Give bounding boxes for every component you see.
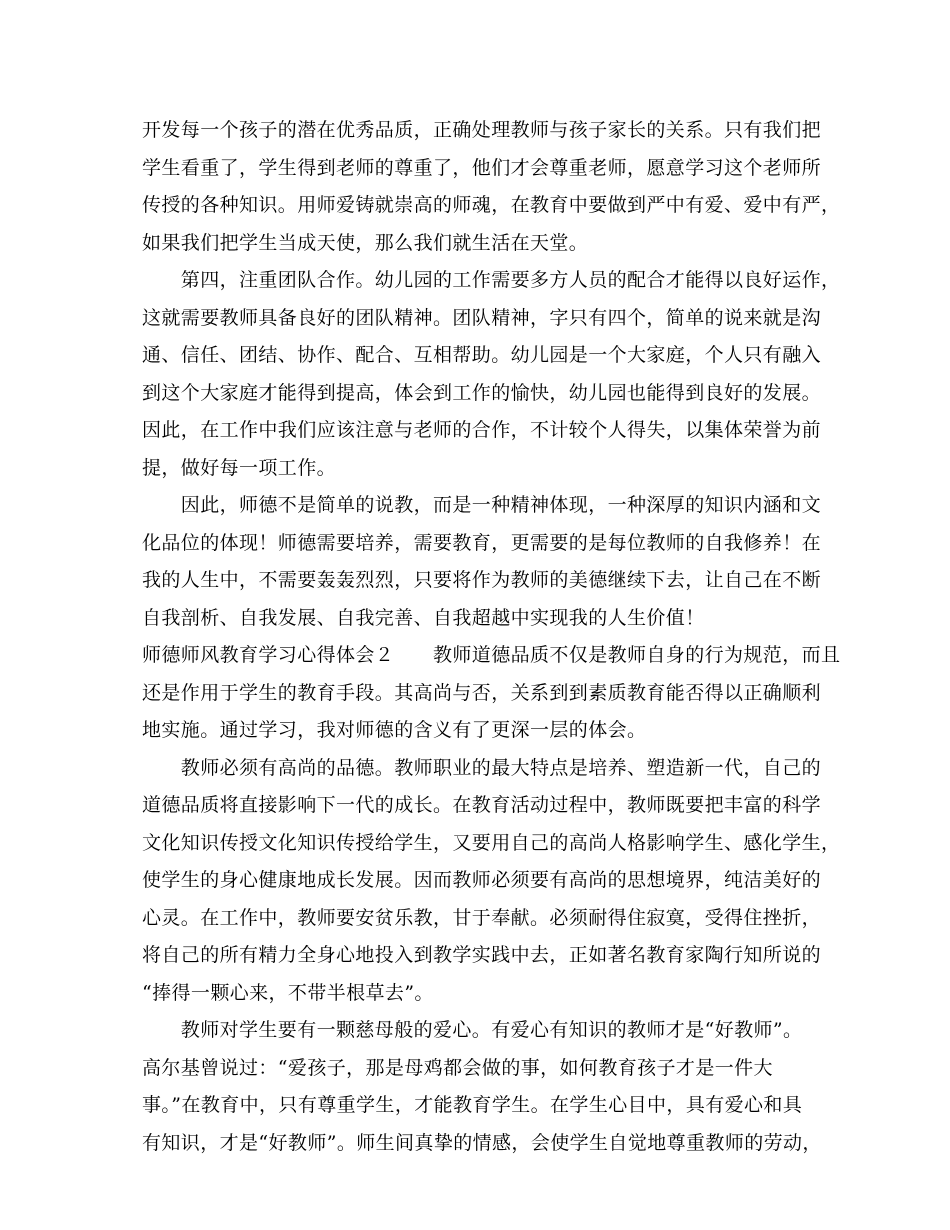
text-line: 通、信任、团结、协作、配合、互相帮助。幼儿园是一个大家庭，个人只有融入 (142, 344, 822, 366)
text-line: 还是作用于学生的教育手段。其高尚与否，关系到到素质教育能否得以正确顺利 (142, 682, 822, 704)
text-line: 使学生的身心健康地成长发展。因而教师必须要有高尚的思想境界，纯洁美好的 (142, 869, 822, 891)
text-line: 第四，注重团队合作。幼儿园的工作需要多方人员的配合才能得以良好运作， (142, 269, 841, 291)
text-line: “捧得一颗心来，不带半根草去”。 (142, 982, 434, 1004)
text-line: 有知识，才是“好教师”。师生间真挚的情感，会使学生自觉地尊重教师的劳动， (142, 1132, 822, 1154)
text-line: 教师对学生要有一颗慈母般的爱心。有爱心有知识的教师才是“好教师”。 (142, 1019, 803, 1041)
text-line: 自我剖析、自我发展、自我完善、自我超越中实现我的人生价值！ (142, 607, 705, 629)
text-line: 师德师风教育学习心得体会２ 教师道德品质不仅是教师自身的行为规范，而且 (142, 644, 841, 666)
text-line: 因此，师德不是简单的说教，而是一种精神体现，一种深厚的知识内涵和文 (142, 494, 822, 516)
text-line: 传授的各种知识。用师爱铸就崇高的师魂，在教育中要做到严中有爱、爱中有严， (142, 194, 841, 216)
text-line: 高尔基曾说过：“爱孩子，那是母鸡都会做的事，如何教育孩子才是一件大 (142, 1057, 773, 1079)
text-line: 我的人生中，不需要轰轰烈烈，只要将作为教师的美德继续下去，让自己在不断 (142, 569, 822, 591)
text-line: 学生看重了，学生得到老师的尊重了，他们才会尊重老师，愿意学习这个老师所 (142, 157, 822, 179)
text-line: 这就需要教师具备良好的团队精神。团队精神，字只有四个，简单的说来就是沟 (142, 307, 822, 329)
text-line: 因此，在工作中我们应该注意与老师的合作，不计较个人得失，以集体荣誉为前 (142, 419, 822, 441)
text-line: 教师必须有高尚的品德。教师职业的最大特点是培养、塑造新一代，自己的 (142, 757, 822, 779)
text-line: 地实施。通过学习，我对师德的含义有了更深一层的体会。 (142, 719, 647, 741)
text-line: 事。”在教育中，只有尊重学生，才能教育学生。在学生心目中，具有爱心和具 (142, 1094, 803, 1116)
text-line: 心灵。在工作中，教师要安贫乐教，甘于奉献。必须耐得住寂寞，受得住挫折， (142, 907, 822, 929)
text-line: 到这个大家庭才能得到提高，体会到工作的愉快，幼儿园也能得到良好的发展。 (142, 382, 822, 404)
text-line: 化品位的体现！师德需要培养，需要教育，更需要的是每位教师的自我修养！在 (142, 532, 822, 554)
text-line: 文化知识传授文化知识传授给学生，又要用自己的高尚人格影响学生、感化学生， (142, 832, 841, 854)
text-line: 开发每一个孩子的潜在优秀品质，正确处理教师与孩子家长的关系。只有我们把 (142, 119, 822, 141)
text-line: 将自己的所有精力全身心地投入到教学实践中去，正如著名教育家陶行知所说的 (142, 944, 822, 966)
text-line: 提，做好每一项工作。 (142, 457, 337, 479)
text-line: 道德品质将直接影响下一代的成长。在教育活动过程中，教师既要把丰富的科学 (142, 794, 822, 816)
text-line: 如果我们把学生当成天使，那么我们就生活在天堂。 (142, 232, 589, 254)
